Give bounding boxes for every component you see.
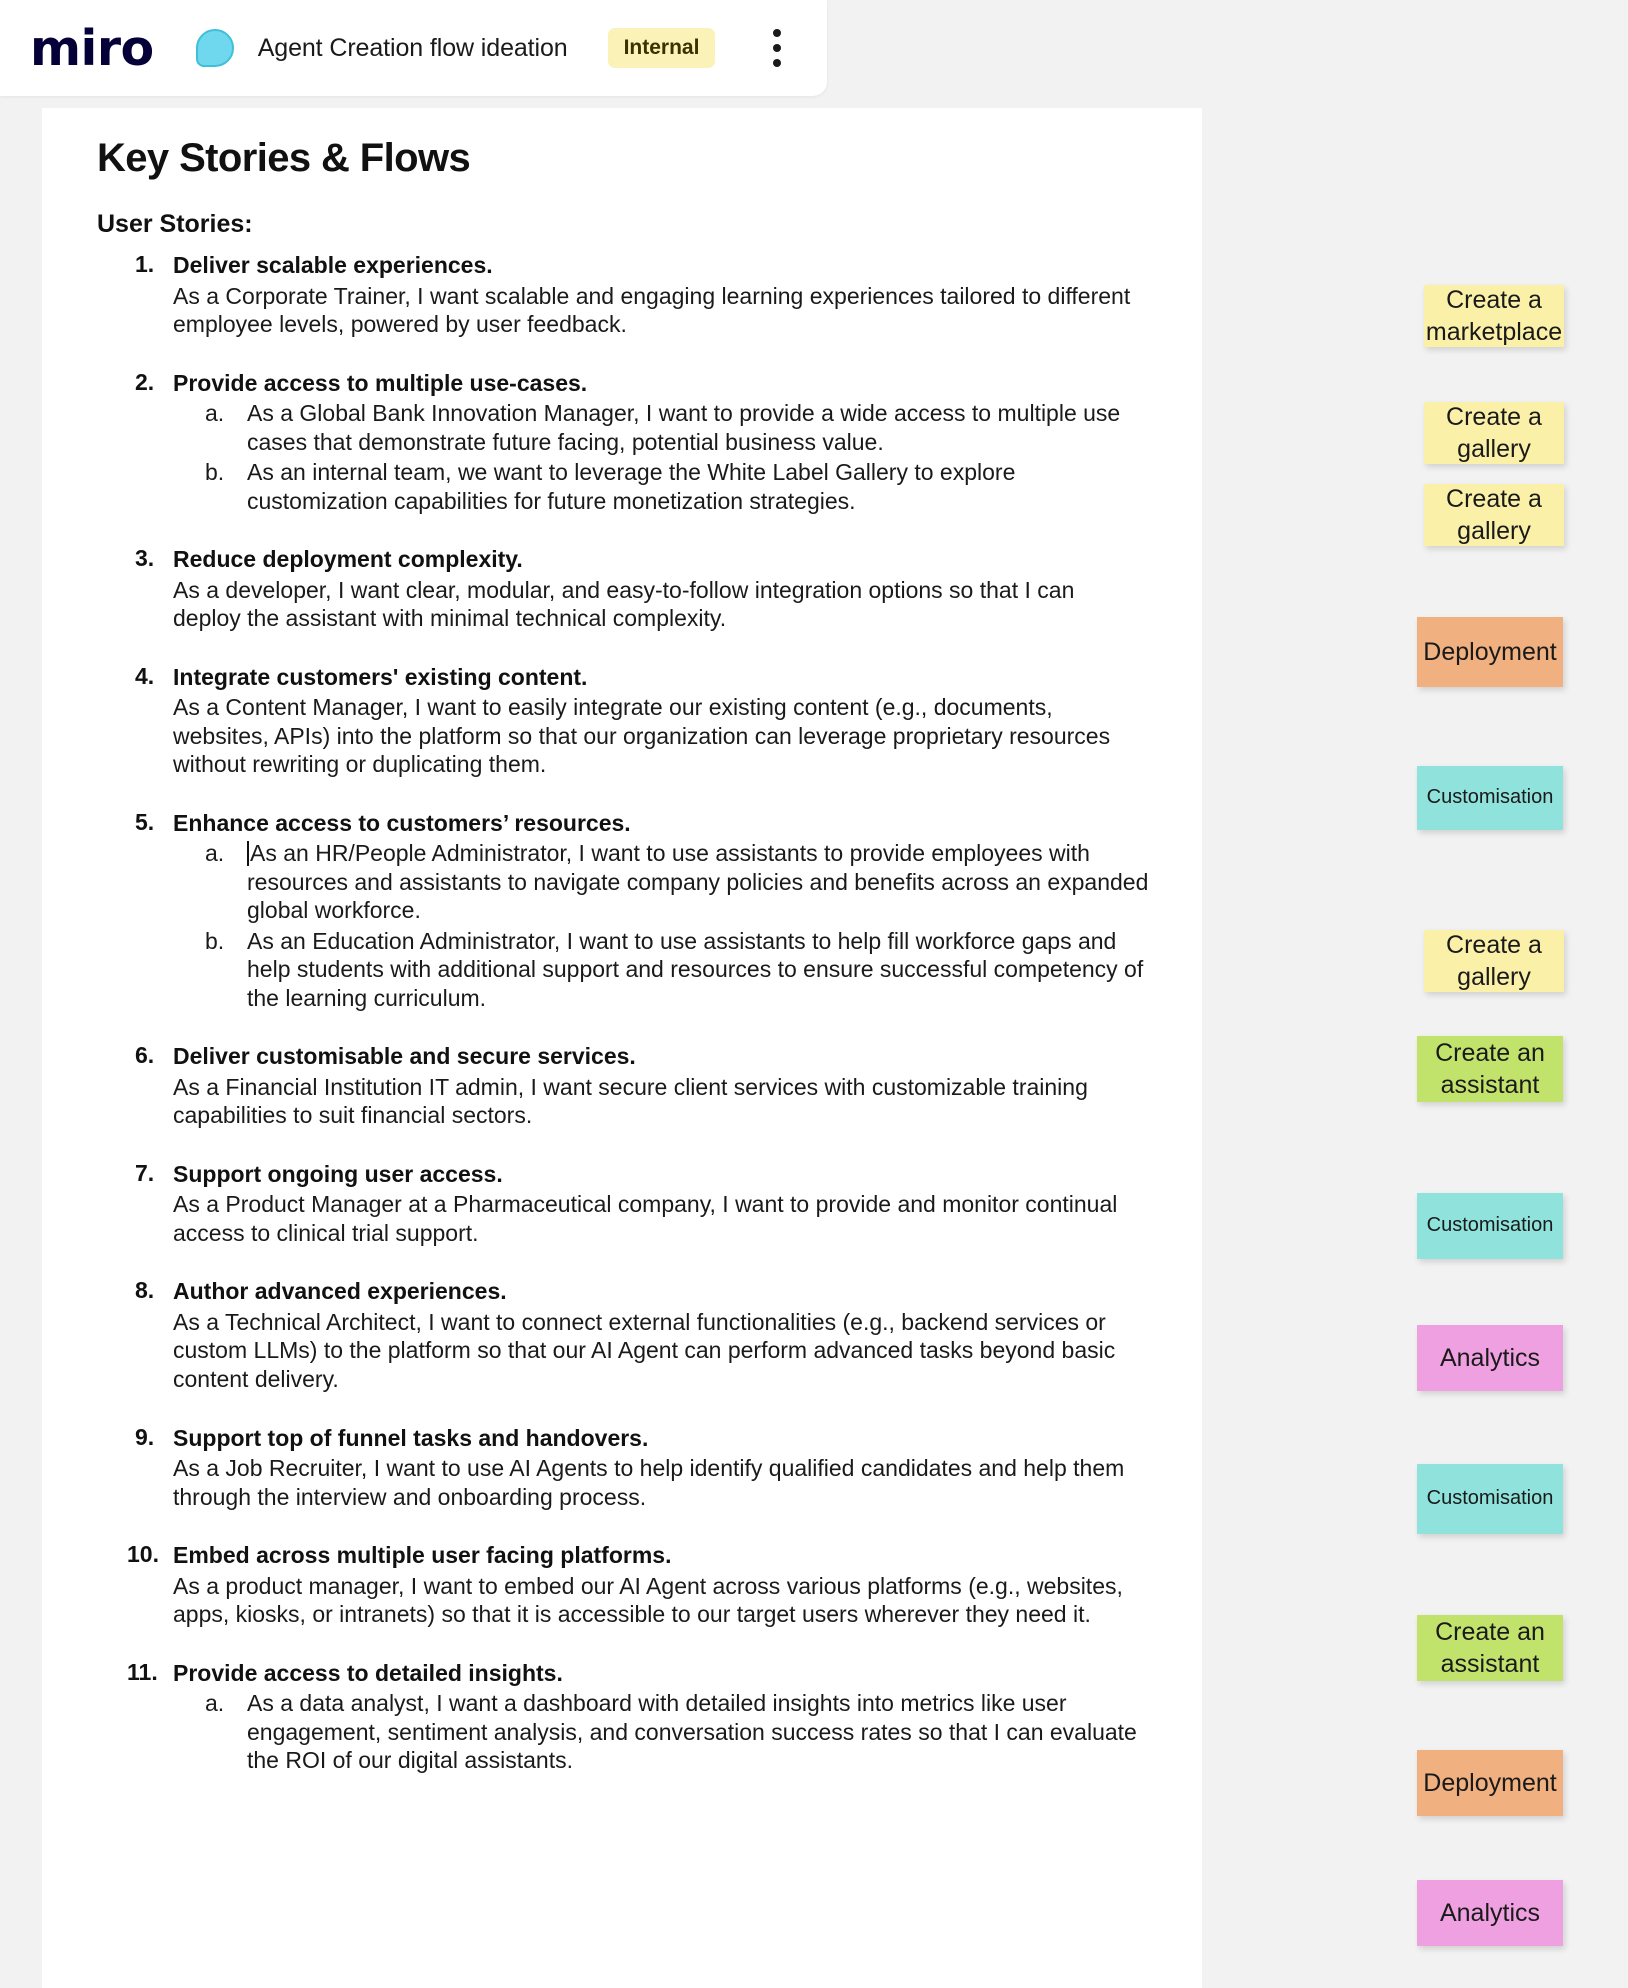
user-story-title: Author advanced experiences. bbox=[173, 1277, 1150, 1306]
user-story-item[interactable] bbox=[97, 1277, 1150, 1393]
user-story-title: Embed across multiple user facing platforms. bbox=[173, 1541, 1150, 1570]
speech-bubble-icon bbox=[196, 29, 234, 67]
sticky-note[interactable]: Create a marketplace bbox=[1424, 285, 1564, 347]
user-story-item[interactable] bbox=[97, 1541, 1150, 1629]
board-title[interactable]: Agent Creation flow ideation bbox=[258, 34, 568, 63]
user-story-title: Deliver customisable and secure services. bbox=[173, 1042, 1150, 1071]
user-story-title: Integrate customers' existing content. bbox=[173, 663, 1150, 692]
user-story-item[interactable] bbox=[97, 1042, 1150, 1130]
kebab-menu-icon[interactable] bbox=[761, 25, 793, 71]
user-story-title: Enhance access to customers’ resources. bbox=[173, 809, 1150, 838]
user-story-item[interactable] bbox=[97, 545, 1150, 633]
user-story-body: As a Financial Institution IT admin, I want secure client services with customizable training capabilities to suit financial sectors. bbox=[173, 1073, 1133, 1130]
user-story-title: Provide access to multiple use-cases. bbox=[173, 369, 1150, 398]
user-story-item[interactable] bbox=[97, 663, 1150, 779]
user-story-subitem: As a data analyst, I want a dashboard with detailed insights into metrics like user engagement, sentiment analysis, and conversation success rates so that I can evaluate the ROI of our digital assistants. bbox=[173, 1689, 1150, 1775]
user-story-subitem: As an HR/People Administrator, I want to use assistants to provide employees with resources and assistants to navigate company policies and benefits across an expanded global workforce. bbox=[173, 839, 1150, 925]
status-badge-internal[interactable]: Internal bbox=[608, 28, 716, 68]
user-story-item[interactable] bbox=[97, 1659, 1150, 1775]
kebab-dot bbox=[773, 44, 781, 52]
sticky-note[interactable]: Analytics bbox=[1417, 1880, 1563, 1946]
kebab-dot bbox=[773, 29, 781, 37]
miro-logo: miro bbox=[30, 24, 154, 73]
user-story-body: As a developer, I want clear, modular, and easy-to-follow integration options so that I can deploy the assistant with minimal technical complexity. bbox=[173, 576, 1133, 633]
user-story-sublist bbox=[173, 839, 1150, 1012]
user-story-body: As a Content Manager, I want to easily integrate our existing content (e.g., documents, websites, APIs) into the platform so that our organization can leverage proprietary resources without rewriting or duplicating them. bbox=[173, 693, 1133, 779]
sticky-note[interactable]: Customisation bbox=[1417, 1193, 1563, 1259]
user-story-title: Support ongoing user access. bbox=[173, 1160, 1150, 1189]
sticky-note[interactable]: Deployment bbox=[1417, 1750, 1563, 1816]
document-card[interactable] bbox=[42, 108, 1202, 1988]
sticky-note[interactable]: Create a gallery bbox=[1424, 402, 1564, 464]
user-story-item[interactable] bbox=[97, 1160, 1150, 1248]
user-story-subitem: As an internal team, we want to leverage the White Label Gallery to explore customization capabilities for future monetization strategies. bbox=[173, 458, 1150, 515]
user-story-subitem: As a Global Bank Innovation Manager, I want to provide a wide access to multiple use cases that demonstrate future facing, potential business value. bbox=[173, 399, 1150, 456]
sticky-note[interactable]: Analytics bbox=[1417, 1325, 1563, 1391]
section-heading-user-stories: User Stories: bbox=[97, 210, 1150, 239]
sticky-note[interactable]: Customisation bbox=[1417, 1464, 1563, 1534]
user-story-body: As a Job Recruiter, I want to use AI Agents to help identify qualified candidates and help them through the interview and onboarding process. bbox=[173, 1454, 1133, 1511]
user-story-body: As a Corporate Trainer, I want scalable and engaging learning experiences tailored to different employee levels, powered by user feedback. bbox=[173, 282, 1133, 339]
user-story-subitem: As an Education Administrator, I want to use assistants to help fill workforce gaps and help students with additional support and resources to ensure successful competency of the learning curriculum. bbox=[173, 927, 1150, 1013]
user-story-body: As a product manager, I want to embed our AI Agent across various platforms (e.g., websites, apps, kiosks, or intranets) so that it is accessible to our target users wherever they need it. bbox=[173, 1572, 1133, 1629]
sticky-note[interactable]: Create an assistant bbox=[1417, 1036, 1563, 1102]
user-story-item[interactable] bbox=[97, 251, 1150, 339]
sticky-note[interactable]: Customisation bbox=[1417, 766, 1563, 830]
user-story-title: Provide access to detailed insights. bbox=[173, 1659, 1150, 1688]
user-story-title: Deliver scalable experiences. bbox=[173, 251, 1150, 280]
user-story-item[interactable] bbox=[97, 1424, 1150, 1512]
page-title: Key Stories & Flows bbox=[97, 136, 1150, 180]
user-story-item[interactable] bbox=[97, 369, 1150, 516]
sticky-note[interactable]: Create a gallery bbox=[1424, 484, 1564, 546]
user-story-body: As a Technical Architect, I want to connect external functionalities (e.g., backend services or custom LLMs) to the platform so that our AI Agent can perform advanced tasks beyond basic content delivery. bbox=[173, 1308, 1133, 1394]
user-story-body: As a Product Manager at a Pharmaceutical company, I want to provide and monitor continual access to clinical trial support. bbox=[173, 1190, 1133, 1247]
kebab-dot bbox=[773, 59, 781, 67]
user-story-sublist bbox=[173, 399, 1150, 515]
text-cursor-caret bbox=[247, 841, 249, 866]
board-header-bar bbox=[0, 0, 827, 96]
sticky-note[interactable]: Create a gallery bbox=[1424, 930, 1564, 992]
user-story-item[interactable] bbox=[97, 809, 1150, 1013]
user-story-title: Support top of funnel tasks and handovers. bbox=[173, 1424, 1150, 1453]
user-story-sublist bbox=[173, 1689, 1150, 1775]
user-story-title: Reduce deployment complexity. bbox=[173, 545, 1150, 574]
sticky-note[interactable]: Create an assistant bbox=[1417, 1615, 1563, 1681]
user-stories-list bbox=[97, 251, 1150, 1775]
sticky-note[interactable]: Deployment bbox=[1417, 617, 1563, 687]
